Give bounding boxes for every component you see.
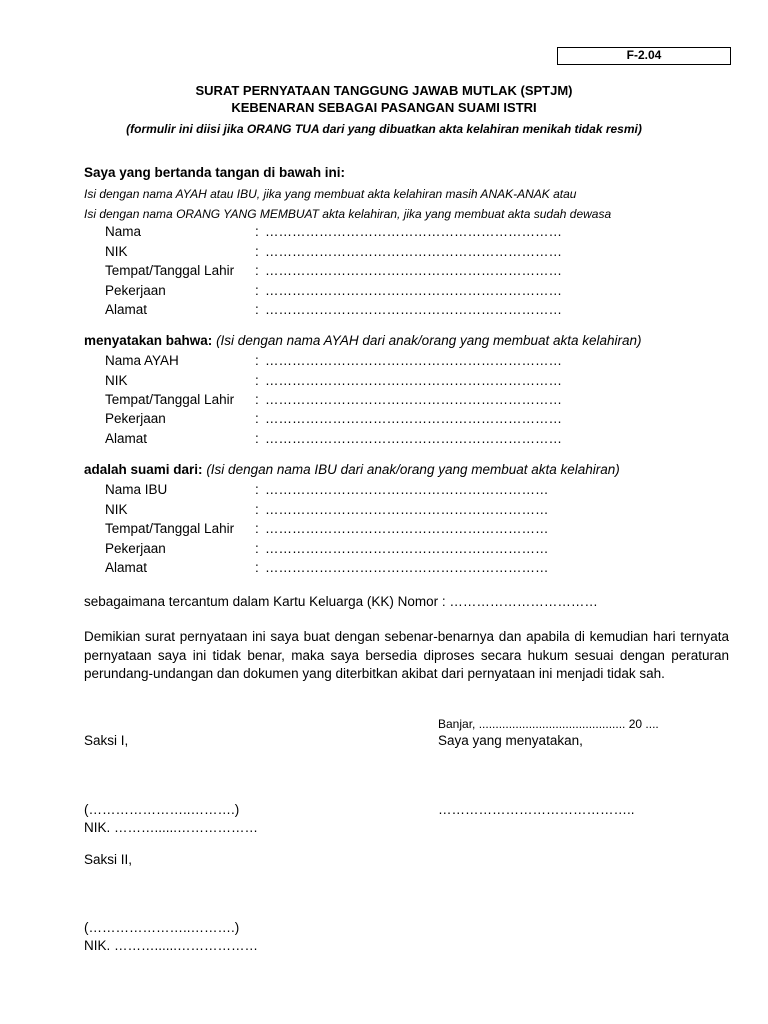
field-blank[interactable]: ………………………………………………………	[265, 560, 549, 575]
field-blank[interactable]: …………………………………………………………	[265, 244, 562, 259]
field-label: Nama AYAH	[105, 353, 179, 368]
declarant-signature-blank[interactable]: ……………………………………..	[438, 802, 635, 817]
date-line: Banjar, ............................................ 20 ....	[438, 717, 659, 731]
field-blank[interactable]: …………………………………………………………	[265, 263, 562, 278]
field-colon: :	[255, 521, 259, 536]
field-label: NIK	[105, 502, 128, 517]
witness2-name-blank[interactable]: (…………………..……….)	[84, 920, 240, 935]
field-colon: :	[255, 283, 259, 298]
declarant-label: Saya yang menyatakan,	[438, 733, 583, 748]
field-blank[interactable]: ………………………………………………………	[265, 541, 549, 556]
statement-paragraph: Demikian surat pernyataan ini saya buat dengan sebenar-benarnya dan apabila di kemudian hari ternyata pernyataan saya ini tidak benar, maka saya bersedia diproses secara hukum sesuai dengan peraturan perundang-undangan dan dokumen yang diterbitkan akibat dari pernyataan ini menjadi tidak sah.	[84, 629, 729, 681]
field-label: Pekerjaan	[105, 541, 166, 556]
field-colon: :	[255, 302, 259, 317]
field-blank[interactable]: …………………………………………………………	[265, 392, 562, 407]
title-line-1: SURAT PERNYATAAN TANGGUNG JAWAB MUTLAK (SPTJM)	[195, 83, 573, 98]
field-blank[interactable]: …………………………………………………………	[265, 373, 562, 388]
field-colon: :	[255, 541, 259, 556]
section1-heading	[84, 165, 345, 180]
witness2-label: Saksi II,	[84, 852, 133, 867]
field-colon: :	[255, 431, 259, 446]
witness1-nik[interactable]: NIK. ………......………………	[84, 820, 259, 835]
field-blank[interactable]: …………………………………………………………	[265, 224, 562, 239]
section1-instruction-1: Isi dengan nama AYAH atau IBU, jika yang membuat akta kelahiran masih ANAK-ANAK atau	[84, 187, 577, 201]
field-colon: :	[255, 392, 259, 407]
field-colon: :	[255, 224, 259, 239]
field-blank[interactable]: ………………………………………………………	[265, 521, 549, 536]
field-blank[interactable]: …………………………………………………………	[265, 353, 562, 368]
field-label: Alamat	[105, 431, 148, 446]
section2-note: (Isi dengan nama AYAH dari anak/orang yang membuat akta kelahiran)	[216, 333, 642, 348]
field-label: Alamat	[105, 302, 148, 317]
field-label: NIK	[105, 244, 128, 259]
field-label: NIK	[105, 373, 128, 388]
section1-heading-text: Saya yang bertanda tangan di bawah ini:	[84, 165, 346, 180]
witness1-name-blank[interactable]: (…………………..……….)	[84, 802, 240, 817]
field-colon: :	[255, 244, 259, 259]
witness2-nik[interactable]: NIK. ………......………………	[84, 938, 259, 953]
field-blank[interactable]: …………………………………………………………	[265, 411, 562, 426]
field-label: Alamat	[105, 560, 148, 575]
field-colon: :	[255, 353, 259, 368]
field-colon: :	[255, 560, 259, 575]
field-label: Nama IBU	[105, 482, 168, 497]
section3-heading-text: adalah suami dari:	[84, 462, 203, 477]
field-blank[interactable]: …………………………………………………………	[265, 431, 562, 446]
section3-heading	[84, 462, 620, 477]
field-colon: :	[255, 373, 259, 388]
field-label: Tempat/Tanggal Lahir	[105, 392, 235, 407]
field-label: Pekerjaan	[105, 411, 166, 426]
title-line-2: KEBENARAN SEBAGAI PASANGAN SUAMI ISTRI	[231, 100, 537, 115]
kk-number-line: sebagaimana tercantum dalam Kartu Keluarga (KK) Nomor : ……………………………	[84, 594, 598, 609]
field-label: Nama	[105, 224, 142, 239]
form-subtitle: (formulir ini diisi jika ORANG TUA dari yang dibuatkan akta kelahiran menikah tidak resmi)	[126, 122, 642, 136]
form-code-box: F-2.04	[557, 47, 731, 65]
field-label: Pekerjaan	[105, 283, 166, 298]
section2-heading-text: menyatakan bahwa:	[84, 333, 213, 348]
witness1-label: Saksi I,	[84, 733, 129, 748]
field-blank[interactable]: ………………………………………………………	[265, 482, 549, 497]
section2-heading	[84, 333, 642, 348]
field-colon: :	[255, 263, 259, 278]
section1-instruction-2: Isi dengan nama ORANG YANG MEMBUAT akta kelahiran, jika yang membuat akta sudah dewasa	[84, 207, 612, 221]
field-blank[interactable]: …………………………………………………………	[265, 283, 562, 298]
field-label: Tempat/Tanggal Lahir	[105, 263, 235, 278]
field-blank[interactable]: …………………………………………………………	[265, 302, 562, 317]
field-colon: :	[255, 411, 259, 426]
section3-note: (Isi dengan nama IBU dari anak/orang yang membuat akta kelahiran)	[206, 462, 620, 477]
field-colon: :	[255, 502, 259, 517]
field-label: Tempat/Tanggal Lahir	[105, 521, 235, 536]
field-blank[interactable]: ………………………………………………………	[265, 502, 549, 517]
field-colon: :	[255, 482, 259, 497]
